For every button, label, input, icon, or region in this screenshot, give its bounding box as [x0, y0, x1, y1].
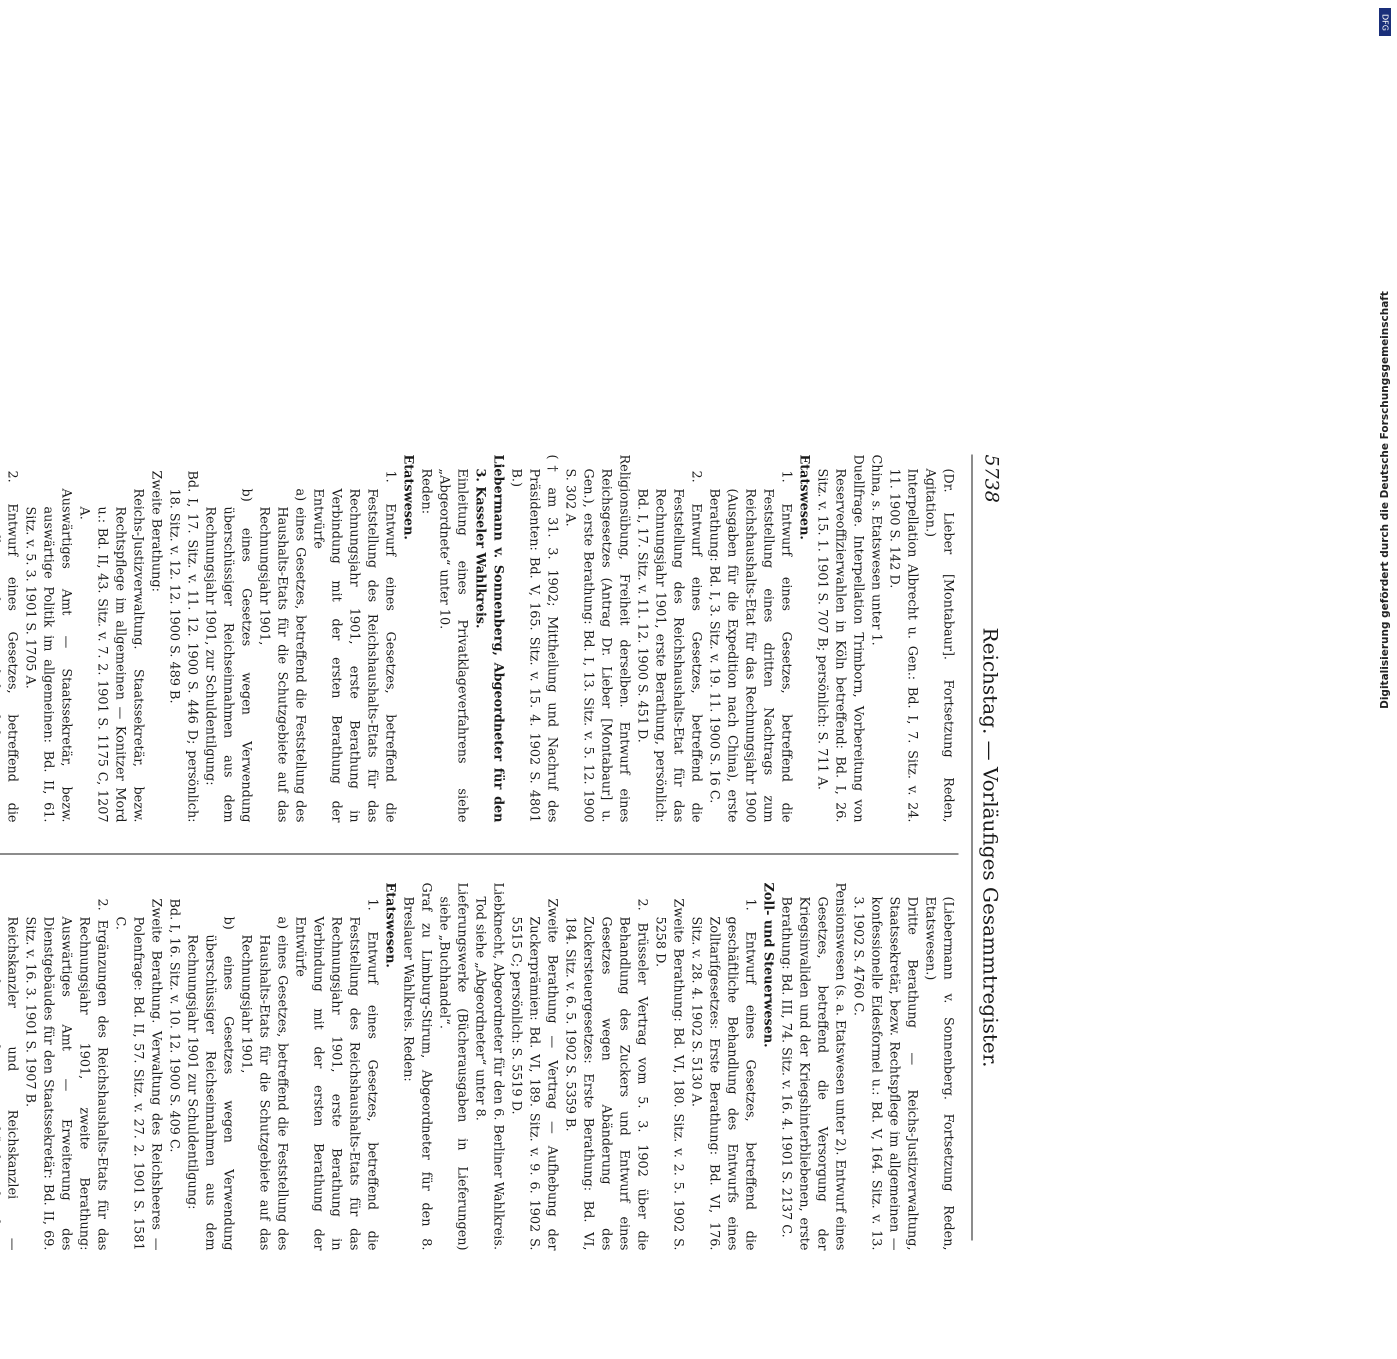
entry: Liebermann v. Sonnenberg, Abgeordneter für den 3. Kasseler Wahlkreis. [472, 454, 506, 823]
entry: Liebknecht, Abgeordneter für den 6. Berliner Wahlkreis. [490, 882, 506, 1251]
entry: a) eines Gesetzes, betreffend die Feststellung des Haushalts-Etats für die Schutzgebiete auf das Rechnungsjahr 1901, [238, 916, 290, 1251]
header-rule [972, 455, 973, 1241]
page-title: Reichstag. — Vorläufiges Gesammtregister. [978, 627, 1003, 1068]
entry: († am 31. 3. 1902; Mittheilung und Nachruf des Präsidenten: Bd. V, 165. Sitz. v. 15. 4. 1902 S. 4801 B.) [508, 454, 560, 823]
entry: Graf zu Limburg-Stirum, Abgeordneter für den 8. Breslauer Wahlkreis. Reden: [400, 882, 434, 1251]
entry: Bd. I, 16. Sitz. v. 10. 12. 1900 S. 409 C. [166, 898, 182, 1153]
entry: 1. Entwurf eines Gesetzes, betreffend die Feststellung des Reichshaushalts-Etats für das Rechnungsjahr 1901, erste Berathung in Verbindung mit der ersten Berathung der Entwürfe [292, 898, 380, 1251]
entry: Auswärtiges Amt — Staatssekretär, bezw. auswärtige Politik im allgemeinen: Bd. II, 61. Sitz. v. 5. 3. 1901 S. 1705 A. [22, 488, 74, 823]
digitization-note: Digitalisierung gefördert durch die Deutsche Forschungsgemeinschaft [1379, 291, 1391, 709]
entry: Zweite Berathung: Bd. VI, 180. Sitz. v. 2. 5. 1902 S. 5258 D. [652, 898, 686, 1251]
entry: 2. Entwurf eines Gesetzes, betreffend die [4, 470, 20, 823]
entry: China, s. Etatswesen unter 1. [868, 454, 884, 646]
entry: 1. Entwurf eines Gesetzes, betreffend die Feststellung eines dritten Nachtrags zum Reichshaushalts-Etat für das Rechnungsjahr 1900 (Ausgaben für die Expedition nach China), erste Berathung: Bd. I, 3. Sitz. v. 19. 11. 1900 S. 16 C. [706, 470, 794, 823]
entry: Bd. I, 17. Sitz. v. 11. 12. 1900 S. 446 D; persönlich: 18. Sitz. v. 12. 12. 1900 S. 489 B. [166, 470, 200, 823]
entry: Zweite Berathung: [148, 470, 164, 592]
right-column [0, 883, 957, 1251]
entry: Etatswesen. [382, 882, 398, 968]
entry: Duellfrage. Interpellation Trimborn, Vorbereitung von Reserveoffizierwahlen in Köln betreffend: Bd. I, 26. Sitz. v. 15. 1. 1901 S. 707 B; persönlich: S. 711 A. [814, 454, 866, 823]
entry: (Liebermann v. Sonnenberg. Fortsetzung Reden, Etatswesen.) [922, 896, 956, 1251]
entry: Tod siehe „Abgeordneter“ unter 8. [472, 896, 488, 1121]
entry: Religionsübung, Freiheit derselben. Entwurf eines Reichsgesetzes (Antrag Dr. Lieber [Montabaur] u. Gen.), erste Berathung: Bd. I, 13. Sitz. v. 5. 12. 1900 S. 302 A. [562, 454, 632, 823]
entry: Zweite Berathung. Verwaltung des Reichsheeres — Polenfrage: Bd. II, 57. Sitz. v. 27. 2. 1901 S. 1581 C. [112, 898, 164, 1251]
page-number: 5738 [980, 454, 1003, 503]
entry: Pensionswesen (s. a. Etatswesen unter 2). Entwurf eines Gesetzes, betreffend die Versorgung der Kriegsinvaliden und der Kriegshinterbliebenen, erste Berathung: Bd. III, 74. Sitz. v. 16. 4. 1901 S. 2137 C. [778, 882, 848, 1251]
entry: 1. Entwurf eines Gesetzes, betreffend die geschäftliche Behandlung des Entwurfs eines Zolltarifgesetzes: Erste Berathung: Bd. VI, 176. Sitz. v. 28. 4. 1902 S. 5130 A. [688, 898, 758, 1251]
entry: 2. Entwurf eines Gesetzes, betreffend die Feststellung des Reichshaushalts-Etat für das Rechnungsjahr 1901, erste Berathung, persönlich: Bd. I, 17. Sitz. v. 11. 12. 1900 S. 451 D. [634, 470, 704, 823]
left-column [0, 455, 957, 823]
entry: Einleitung eines Privatklageverfahrens siehe „Abgeordnete“ unter 10. [436, 468, 470, 823]
register-page [0, 359, 1039, 1359]
entry: Reichs-Justizverwaltung. Staatssekretär, bezw. Rechtspflege im allgemeinen — Konitzer Mord u.: Bd. II, 43. Sitz. v. 7. 2. 1901 S. 1175 C, 1207 A. [76, 488, 146, 823]
entry: a) eines Gesetzes, betreffend die Feststellung des Haushalts-Etats für die Schutzgebiete auf das Rechnungsjahr 1901, [256, 488, 308, 823]
dfg-margin-stamp [1379, 8, 1391, 992]
column-divider [0, 854, 959, 855]
entry: 2. Brüsseler Vertrag vom 5. 3. 1902 über die Behandlung des Zuckers und Entwurf eines Gesetzes wegen Abänderung des Zuckersteuergesetzes: Erste Berathung: Bd. VI, 184. Sitz. v. 6. 5. 1902 S. 5359 B. [562, 898, 650, 1251]
entry: Zoll- und Steuerwesen. [760, 882, 776, 1048]
entry: Interpellation Albrecht u. Gen.: Bd. I, 7. Sitz. v. 24. 11. 1900 S. 142 D. [886, 468, 920, 823]
entry: Reichskanzler und Reichskanzlei — [4, 916, 20, 1251]
entry: b) eines Gesetzes wegen Verwendung überschüssiger Reichseinnahmen aus dem Rechnungsjahr 1901, zur Schuldentilgung: [202, 488, 254, 823]
entry: Reden: [418, 468, 434, 515]
entry: 2. Ergänzungen des Reichshaushalts-Etats für das Rechnungsjahr 1901, zweite Berathung: Auswärtiges Amt — Erweiterung des Dienstgebäudes für den Staatssekretär: Bd. II, 69. Sitz. v. 16. 3. 1901 S. 1907 B. [22, 898, 110, 1251]
page-header [977, 455, 1003, 1241]
entry: Dritte Berathung — Reichs-Justizverwaltung, Staatssekretär, bezw. Rechtspflege im allgemeinen — konfessionelle Eidesformel u.: Bd. V, 164. Sitz. v. 13. 3. 1902 S. 4760 C. [850, 896, 920, 1251]
entry: Zweite Berathung — Vertrag — Aufhebung der Zuckerprämien: Bd. VI, 189. Sitz. v. 9. 6. 1902 S. 5515 C; persönlich: S. 5519 D. [508, 898, 560, 1251]
entry: Etatswesen. [400, 454, 416, 540]
entry: b) eines Gesetzes wegen Verwendung überschüssiger Reichseinnahmen aus dem Rechnungsjahr 1901 zur Schuldentilgung: [184, 916, 236, 1251]
entry: Lieferungswerke (Bücherausgaben in Lieferungen) siehe „Buchhandel“. [436, 882, 470, 1251]
entry: 1. Entwurf eines Gesetzes, betreffend die Feststellung des Reichshaushalts-Etats für das Rechnungsjahr 1901, erste Berathung in Verbindung mit der ersten Berathung der Entwürfe [310, 470, 398, 823]
entry: (Dr. Lieber [Montabaur]. Fortsetzung Reden, Agitation.) [922, 468, 956, 823]
entry: Etatswesen. [796, 454, 812, 540]
dfg-logo: DFG [1379, 8, 1391, 36]
